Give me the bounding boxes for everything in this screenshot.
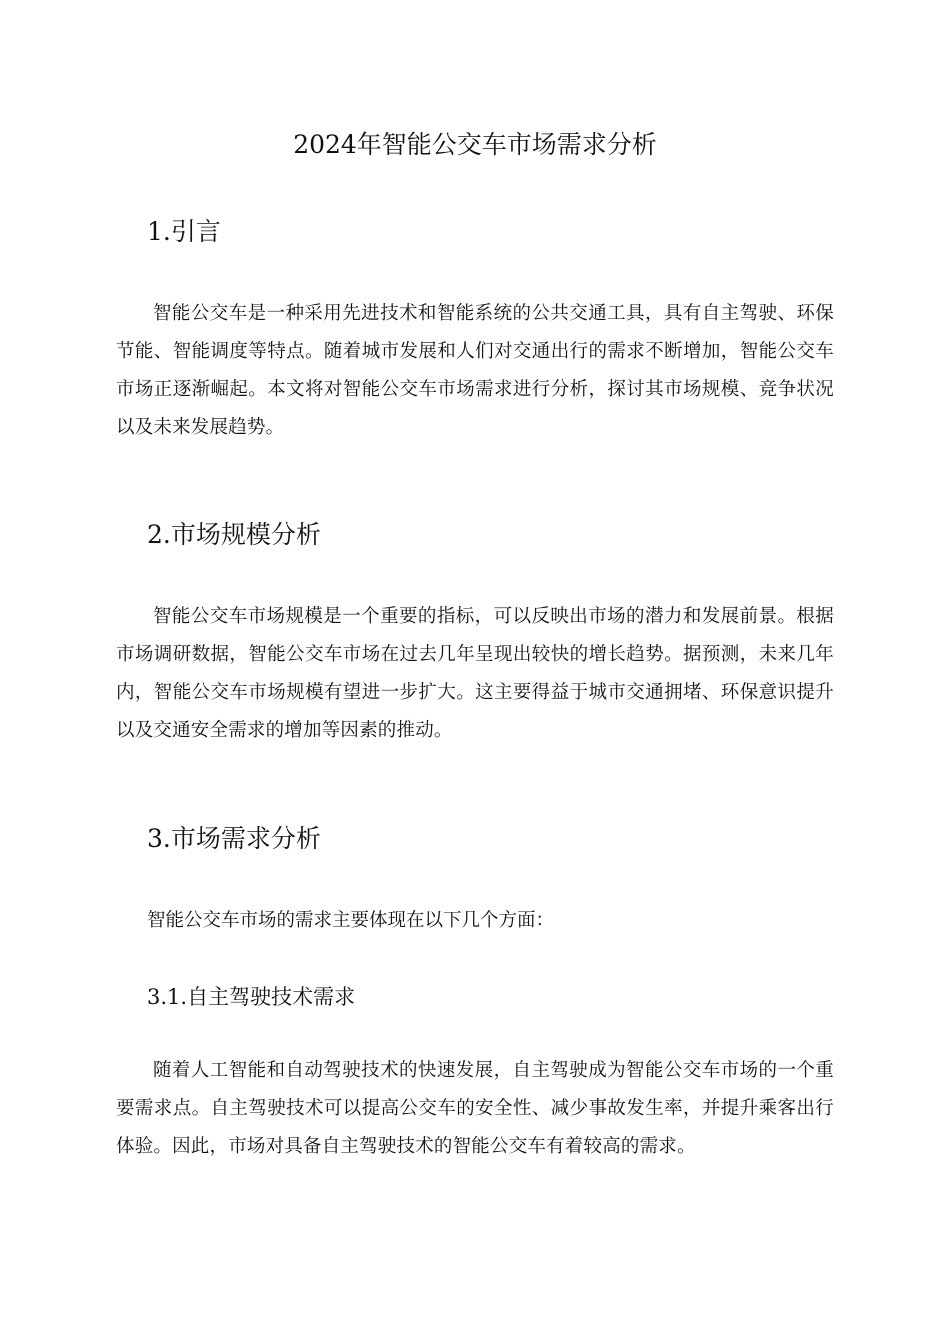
section-paragraph-market-size: 智能公交车市场规模是一个重要的指标，可以反映出市场的潜力和发展前景。根据市场调研数据，智能公交车市场在过去几年呈现出较快的增长趋势。据预测，未来几年内，智能公交车市场规模有望进一步扩大。这主要得益于城市交通拥堵、环保意识提升以及交通安全需求的增加等因素的推动。 <box>116 606 834 741</box>
section-heading-introduction: 1.引言 <box>147 217 221 246</box>
subsection-paragraph-autonomous-driving: 随着人工智能和自动驾驶技术的快速发展，自主驾驶成为智能公交车市场的一个重要需求点。自主驾驶技术可以提高公交车的安全性、减少事故发生率，并提升乘客出行体验。因此，市场对具备自主驾驶技术的智能公交车有着较高的需求。 <box>116 1060 834 1157</box>
document-title: 2024年智能公交车市场需求分析 <box>293 130 657 159</box>
section-heading-market-demand: 3.市场需求分析 <box>147 824 321 853</box>
subsection-heading-autonomous-driving: 3.1.自主驾驶技术需求 <box>147 985 356 1009</box>
section-heading-market-size: 2.市场规模分析 <box>147 520 321 549</box>
section-paragraph-introduction: 智能公交车是一种采用先进技术和智能系统的公共交通工具，具有自主驾驶、环保节能、智能调度等特点。随着城市发展和人们对交通出行的需求不断增加，智能公交车市场正逐渐崛起。本文将对智能公交车市场需求进行分析，探讨其市场规模、竞争状况以及未来发展趋势。 <box>116 303 834 438</box>
section-paragraph-market-demand: 智能公交车市场的需求主要体现在以下几个方面： <box>147 910 555 931</box>
